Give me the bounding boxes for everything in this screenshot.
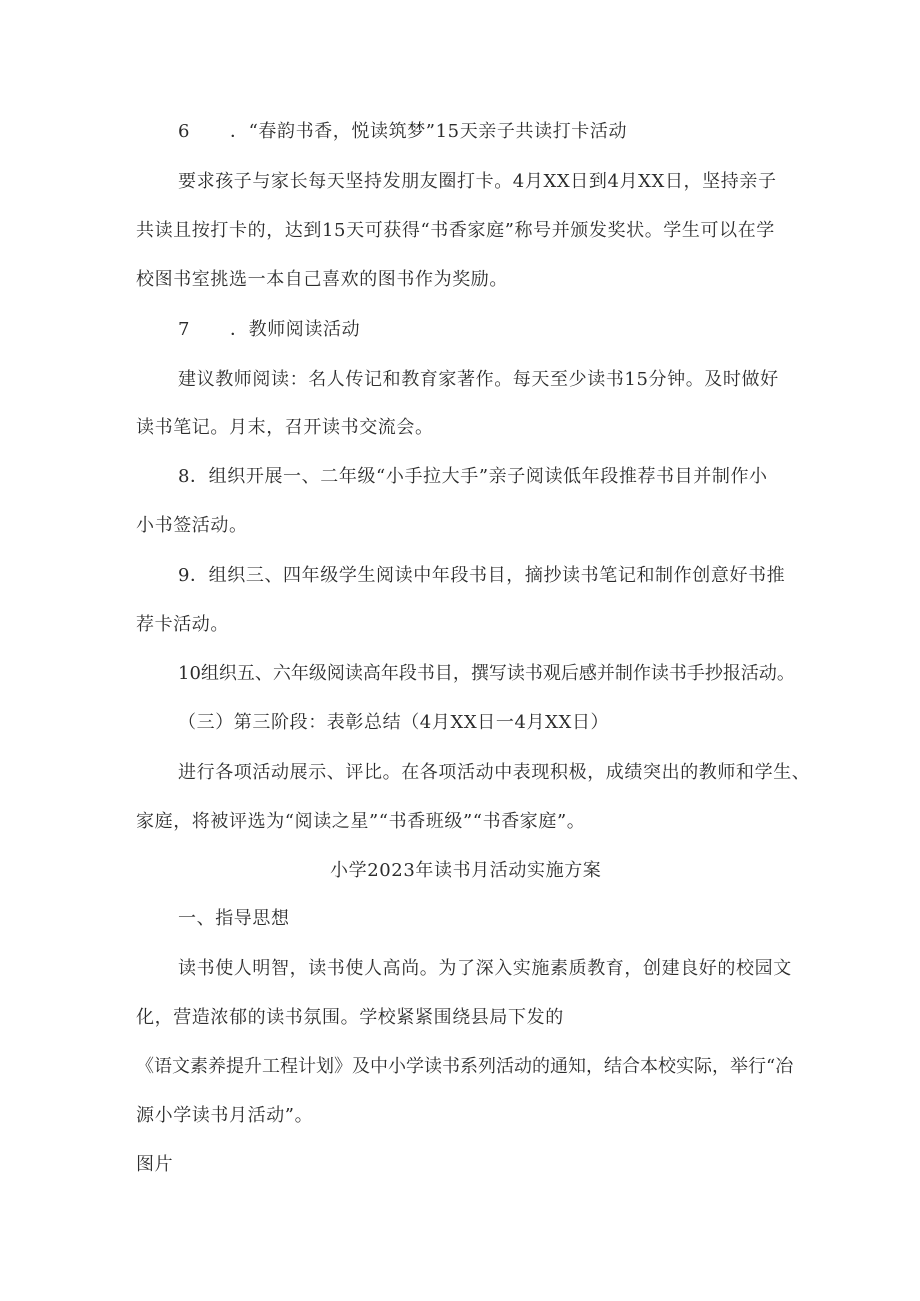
item-7-body-line-2: 读书笔记。月末，召开读书交流会。 — [136, 417, 434, 438]
section-1-heading: 一、指导思想 — [178, 908, 290, 929]
section-1-body-line-4: 源小学读书月活动”。 — [136, 1105, 314, 1126]
stage-3-heading: （三）第三阶段：表彰总结（4月XX日一4月XX日） — [178, 712, 610, 733]
stage-3-body-line-2: 家庭，将被评选为“阅读之星”“书香班级”“书香家庭”。 — [136, 811, 586, 832]
stage-3-body-line-1: 进行各项活动展示、评比。在各项活动中表现积极，成绩突出的教师和学生、 — [178, 762, 811, 783]
item-8-line-1: 8．组织开展一、二年级“小手拉大手”亲子阅读低年段推荐书目并制作小 — [178, 466, 768, 487]
item-6-heading — [178, 120, 627, 144]
image-label: 图片 — [136, 1154, 174, 1175]
item-9-line-2: 荐卡活动。 — [136, 614, 229, 635]
item-9-line-1: 9．组织三、四年级学生阅读中年段书目，摘抄读书笔记和制作创意好书推 — [178, 565, 786, 586]
item-8-line-2: 小书签活动。 — [136, 515, 248, 536]
item-10-line: 10组织五、六年级阅读高年段书目，撰写读书观后感并制作读书手抄报活动。 — [178, 663, 795, 684]
item-6-body-line-1: 要求孩子与家长每天坚持发朋友圈打卡。4月XX日到4月XX日，坚持亲子 — [178, 171, 777, 192]
section-1-body-line-1: 读书使人明智，读书使人高尚。为了深入实施素质教育，创建良好的校园文 — [178, 958, 792, 979]
item-6-body-line-3: 校图书室挑选一本自己喜欢的图书作为奖励。 — [136, 269, 508, 290]
item-6-title: ．“春韵书香，悦读筑梦”15天亲子共读打卡活动 — [230, 121, 628, 142]
section-1-body-line-3: 《语文素养提升工程计划》及中小学读书系列活动的通知，结合本校实际，举行“冶 — [136, 1056, 794, 1077]
item-6-body-line-2: 共读且按打卡的，达到15天可获得“书香家庭”称号并颁发奖状。学生可以在学 — [136, 220, 775, 241]
item-7-number: 7 — [178, 319, 191, 340]
item-7-title: ．教师阅读活动 — [230, 319, 361, 340]
item-7-heading — [178, 318, 360, 342]
plan-title: 小学2023年读书月活动实施方案 — [330, 860, 602, 881]
item-6-number: 6 — [178, 121, 191, 142]
section-1-body-line-2: 化，营造浓郁的读书氛围。学校紧紧围绕县局下发的 — [136, 1007, 564, 1028]
item-7-body-line-1: 建议教师阅读：名人传记和教育家著作。每天至少读书15分钟。及时做好 — [178, 369, 779, 390]
